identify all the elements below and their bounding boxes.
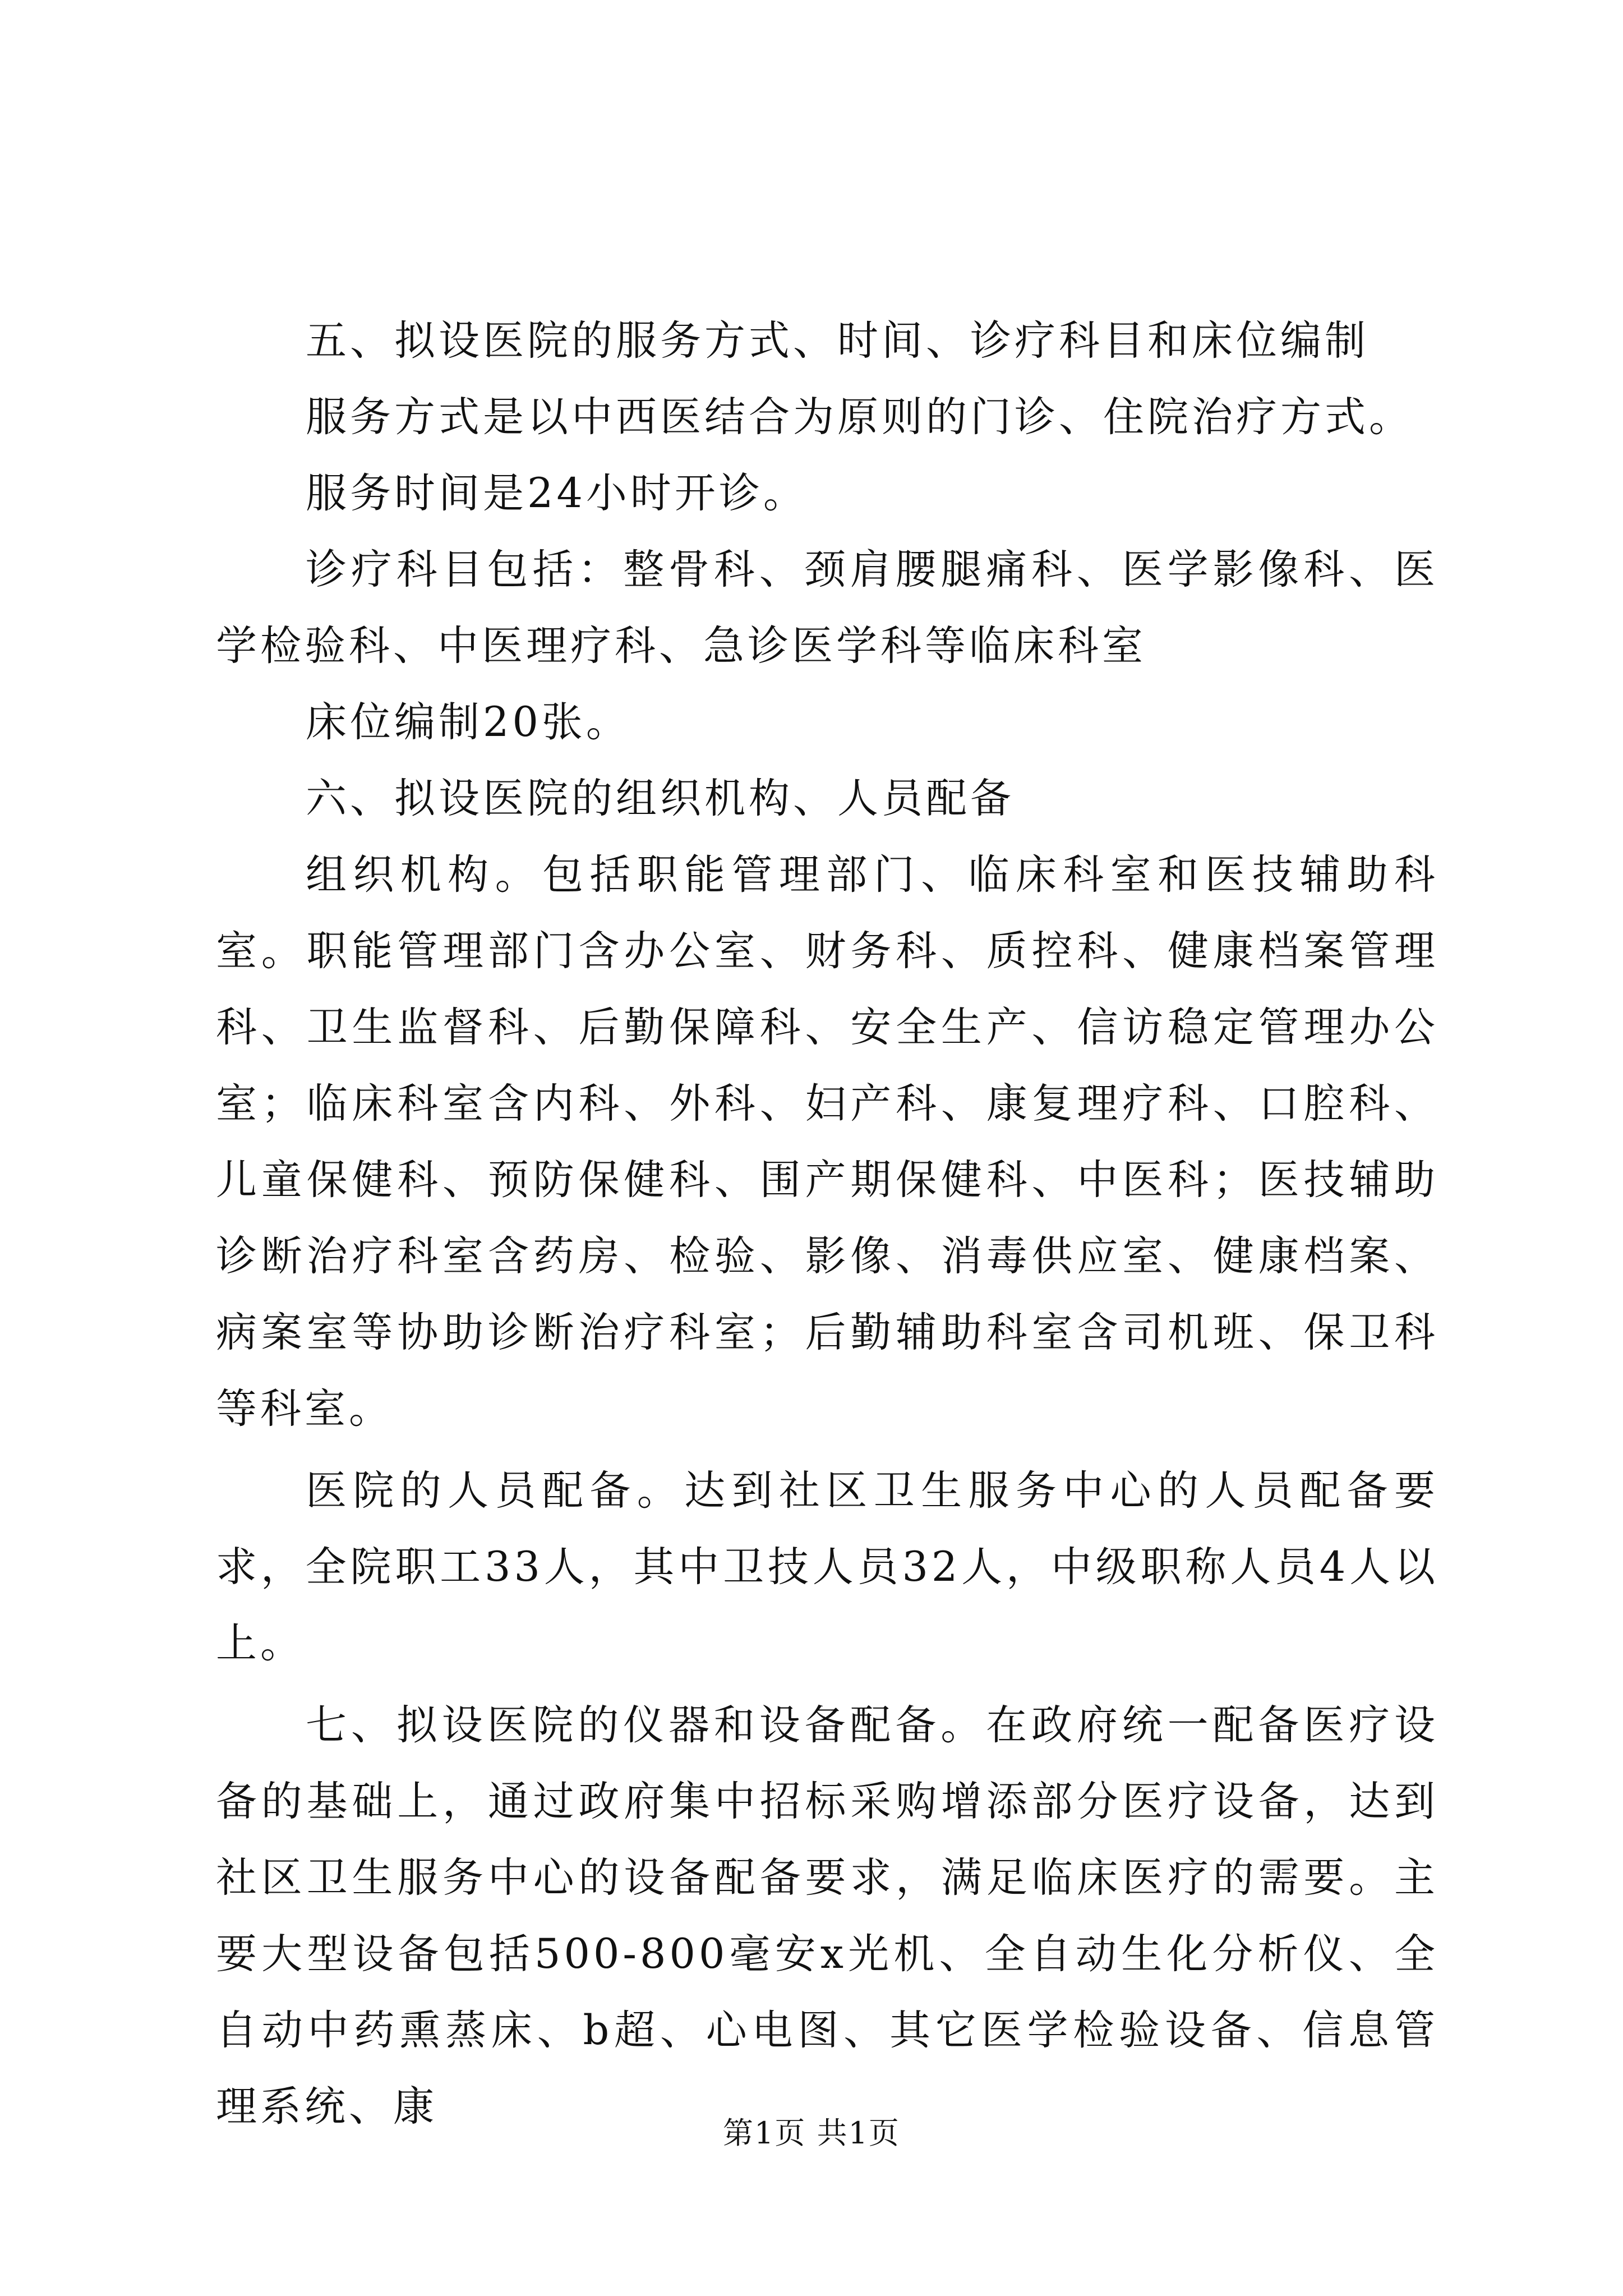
paragraph-beds: 床位编制20张。 bbox=[306, 698, 630, 746]
section-heading-5: 五、拟设医院的服务方式、时间、诊疗科目和床位编制 bbox=[306, 317, 1369, 365]
paragraph-staffing: 医院的人员配备。达到社区卫生服务中心的人员配备要求，全院职工33人，其中卫技人员32人，中级职称人员4人以上。 bbox=[216, 1467, 1438, 1667]
paragraph-equipment: 七、拟设医院的仪器和设备配备。在政府统一配备医疗设备的基础上，通过政府集中招标采购增添部分医疗设备，达到社区卫生服务中心的设备配备要求，满足临床医疗的需要。主要大型设备包括500-800毫安x光机、全自动生化分析仪、全自动中药熏蒸床、b超、心电图、其它医学检验设备、信息管理系统、康 bbox=[216, 1701, 1438, 2131]
document-body bbox=[216, 303, 1438, 2145]
paragraph-service-mode: 服务方式是以中西医结合为原则的门诊、住院治疗方式。 bbox=[306, 393, 1413, 441]
section-heading-6: 六、拟设医院的组织机构、人员配备 bbox=[306, 775, 1015, 822]
paragraph-service-time: 服务时间是24小时开诊。 bbox=[306, 470, 808, 517]
page-footer: 第1页 共1页 bbox=[723, 2115, 900, 2151]
paragraph-departments: 诊疗科目包括：整骨科、颈肩腰腿痛科、医学影像科、医学检验科、中医理疗科、急诊医学科等临床科室 bbox=[216, 546, 1438, 670]
paragraph-organization: 组织机构。包括职能管理部门、临床科室和医技辅助科室。职能管理部门含办公室、财务科、质控科、健康档案管理科、卫生监督科、后勤保障科、安全生产、信访稳定管理办公室；临床科室含内科、外科、妇产科、康复理疗科、口腔科、儿童保健科、预防保健科、围产期保健科、中医科；医技辅助诊断治疗科室含药房、检验、影像、消毒供应室、健康档案、病案室等协助诊断治疗科室；后勤辅助科室含司机班、保卫科等科室。 bbox=[216, 851, 1438, 1433]
